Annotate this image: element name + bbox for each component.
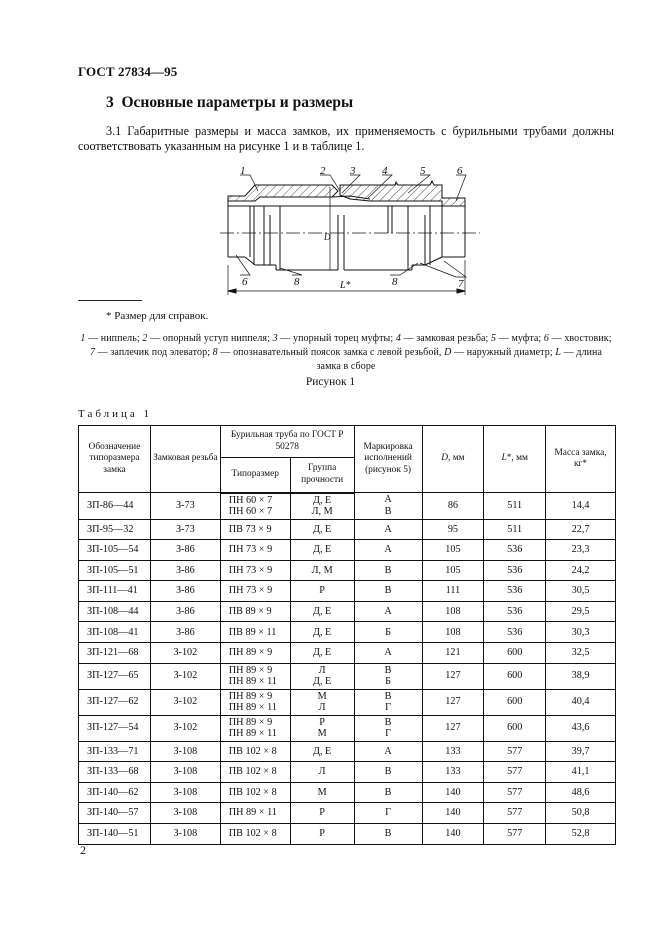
parameters-table xyxy=(78,425,616,845)
cell-marking-line: В xyxy=(384,786,392,798)
cell-designation: ЗП-140—51 xyxy=(79,824,151,845)
cell-thread: З-108 xyxy=(150,782,220,803)
legend-key: 7 xyxy=(89,347,96,358)
cell-marking-line: В xyxy=(384,505,392,517)
section-number: 3 xyxy=(106,94,114,111)
cell-l: 577 xyxy=(484,824,546,845)
cell-d: 133 xyxy=(422,762,484,783)
cell-thread: З-86 xyxy=(150,540,220,561)
cell-thread: З-102 xyxy=(150,643,220,664)
cell-strength-line: Л xyxy=(318,702,326,714)
cell-marking-line: Г xyxy=(385,807,391,819)
page-number: 2 xyxy=(80,843,86,857)
cell-pipe-size-line: ПН 89 × 11 xyxy=(228,676,277,688)
legend-key: D xyxy=(444,347,452,358)
cell-pipe-size-line: ПН 89 × 9 xyxy=(228,716,273,728)
cell-strength-line: Л xyxy=(318,664,326,676)
document-id: ГОСТ 27834—95 xyxy=(78,64,178,79)
tool-joint-drawing xyxy=(220,165,480,300)
cell-marking-line: А xyxy=(384,544,392,556)
cell-strength xyxy=(290,689,354,715)
callout-8-right: 8 xyxy=(392,276,398,288)
cell-pipe-size-line: ПН 89 × 11 xyxy=(228,728,277,740)
table-body xyxy=(79,493,616,845)
cell-marking xyxy=(354,560,422,581)
cell-pipe-size-line: ПВ 102 × 8 xyxy=(228,766,277,778)
legend-key: 3 xyxy=(272,333,278,344)
cell-pipe-size-line: ПН 73 × 9 xyxy=(228,585,273,597)
cell-pipe-size-line: ПВ 102 × 8 xyxy=(228,828,277,840)
cell-d: 108 xyxy=(422,622,484,643)
cell-l: 600 xyxy=(484,643,546,664)
cell-mass: 39,7 xyxy=(546,741,616,762)
table-row xyxy=(79,782,616,803)
cell-designation: ЗП-108—41 xyxy=(79,622,151,643)
cell-designation: ЗП-95—32 xyxy=(79,519,151,540)
cell-mass: 29,5 xyxy=(546,601,616,622)
cell-mass: 48,6 xyxy=(546,782,616,803)
cell-strength xyxy=(290,540,354,561)
legend-key: 5 xyxy=(491,333,497,344)
legend-text: — опознавательный поясок замка с левой резьбой, xyxy=(217,347,445,358)
cell-strength xyxy=(290,643,354,664)
table-row xyxy=(79,762,616,783)
cell-strength xyxy=(290,493,354,520)
cell-marking xyxy=(354,762,422,783)
cell-mass: 30,5 xyxy=(546,581,616,602)
cell-strength-line: М xyxy=(317,690,327,702)
cell-l: 536 xyxy=(484,622,546,643)
callout-6-bottom: 6 xyxy=(242,276,248,288)
callout-8-left: 8 xyxy=(294,276,300,288)
legend-key: L xyxy=(555,347,562,358)
cell-pipe-size-line: ПН 89 × 9 xyxy=(228,690,273,702)
cell-marking xyxy=(354,581,422,602)
cell-marking xyxy=(354,715,422,741)
cell-pipe-size-line: ПН 89 × 11 xyxy=(228,702,277,714)
dimension-l-label: L* xyxy=(340,280,351,291)
cell-l: 600 xyxy=(484,689,546,715)
cell-d: 121 xyxy=(422,643,484,664)
cell-mass: 40,4 xyxy=(546,689,616,715)
cell-strength-line: Р xyxy=(319,716,325,728)
cell-thread: З-108 xyxy=(150,762,220,783)
cell-thread: З-73 xyxy=(150,493,220,520)
legend-key: 6 xyxy=(543,333,550,344)
table-caption: Таблица 1 xyxy=(78,408,153,420)
cell-pipe-size-line: ПВ 89 × 11 xyxy=(228,626,277,638)
cell-marking-line: А xyxy=(384,523,392,535)
cell-pipe-size-line: ПН 73 × 9 xyxy=(228,564,273,576)
cell-thread: З-86 xyxy=(150,560,220,581)
legend-text: — муфта; xyxy=(496,333,544,344)
table-row xyxy=(79,741,616,762)
cell-pipe-size-line: ПН 60 × 7 xyxy=(228,494,273,506)
cell-strength xyxy=(290,560,354,581)
cell-l: 600 xyxy=(484,663,546,689)
figure-caption: Рисунок 1 xyxy=(305,376,356,388)
cell-strength-line: Д, Е xyxy=(313,626,332,638)
cell-l: 511 xyxy=(484,519,546,540)
cell-marking-line: В xyxy=(384,690,392,702)
table-row xyxy=(79,715,616,741)
cell-designation: ЗП-86—44 xyxy=(79,493,151,520)
cell-l: 536 xyxy=(484,540,546,561)
cell-pipe-size-line: ПН 60 × 7 xyxy=(228,506,273,517)
legend-key: 4 xyxy=(395,333,401,344)
cell-strength-line: Д, Е xyxy=(313,494,332,506)
cell-mass: 41,1 xyxy=(546,762,616,783)
cell-strength-line: Д, Е xyxy=(313,647,332,659)
legend-text: — опорный уступ ниппеля; xyxy=(147,333,273,344)
cell-designation: ЗП-111—41 xyxy=(79,581,151,602)
cell-thread: З-102 xyxy=(150,663,220,689)
cell-pipe-size-line: ПН 89 × 9 xyxy=(228,664,273,676)
cell-l: 600 xyxy=(484,715,546,741)
cell-marking xyxy=(354,741,422,762)
cell-designation: ЗП-105—51 xyxy=(79,560,151,581)
cell-d: 108 xyxy=(422,601,484,622)
legend-text: — хвостовик; xyxy=(549,333,612,344)
cell-mass: 23,3 xyxy=(546,540,616,561)
cell-l: 577 xyxy=(484,782,546,803)
table-row xyxy=(79,663,616,689)
header-thread: Замковая резьба xyxy=(150,426,220,493)
cell-designation: ЗП-121—68 xyxy=(79,643,151,664)
figure-legend xyxy=(78,332,614,374)
table-row xyxy=(79,581,616,602)
cell-mass: 14,4 xyxy=(546,493,616,520)
cell-thread: З-108 xyxy=(150,741,220,762)
cell-pipe-size xyxy=(220,803,290,824)
cell-marking-line: Г xyxy=(385,702,391,714)
cell-d: 95 xyxy=(422,519,484,540)
cell-l: 577 xyxy=(484,762,546,783)
cell-marking-line: В xyxy=(384,716,392,728)
table-row xyxy=(79,560,616,581)
drawing-body xyxy=(220,175,480,295)
cell-marking-line: Б xyxy=(385,626,391,638)
cell-mass: 22,7 xyxy=(546,519,616,540)
header-strength: Группа прочности xyxy=(290,458,354,493)
cell-strength xyxy=(290,803,354,824)
cell-d: 86 xyxy=(422,493,484,520)
cell-pipe-size xyxy=(220,601,290,622)
legend-text: — наружный диаметр; xyxy=(451,347,556,358)
cell-designation: ЗП-127—54 xyxy=(79,715,151,741)
cell-strength-line: Л, М xyxy=(311,564,333,576)
cell-d: 133 xyxy=(422,741,484,762)
cell-mass: 30,3 xyxy=(546,622,616,643)
table-row xyxy=(79,540,616,561)
cell-thread: З-102 xyxy=(150,715,220,741)
cell-l: 536 xyxy=(484,581,546,602)
cell-thread: З-86 xyxy=(150,622,220,643)
legend-text: — замковая резьба; xyxy=(400,333,492,344)
cell-pipe-size xyxy=(220,643,290,664)
legend-key: 8 xyxy=(212,347,218,358)
cell-marking-line: А xyxy=(384,605,392,617)
cell-strength-line: Л xyxy=(318,766,326,778)
callout-3: 3 xyxy=(350,165,356,177)
cell-marking-line: А xyxy=(384,647,392,659)
cell-pipe-size xyxy=(220,663,290,689)
cell-designation: ЗП-105—54 xyxy=(79,540,151,561)
cell-pipe-size xyxy=(220,581,290,602)
cell-pipe-size-line: ПВ 73 × 9 xyxy=(228,523,272,535)
footnote-rule xyxy=(78,300,142,301)
callout-4: 4 xyxy=(382,165,388,177)
cell-marking xyxy=(354,540,422,561)
cell-marking-line: А xyxy=(384,745,392,757)
cell-pipe-size xyxy=(220,824,290,845)
cell-marking-line: В xyxy=(384,766,392,778)
header-d: D, мм xyxy=(422,426,484,493)
cell-l: 577 xyxy=(484,741,546,762)
cell-strength xyxy=(290,622,354,643)
cell-strength xyxy=(290,782,354,803)
paragraph-3-1: 3.1 Габаритные размеры и масса замков, их применяемость с бурильными трубами должны соответствовать указанным на рисунке 1 и в таблице 1. xyxy=(78,124,614,153)
cell-d: 127 xyxy=(422,663,484,689)
cell-strength-line: М xyxy=(317,728,327,740)
cell-strength-line: Д, Е xyxy=(313,605,332,617)
cell-strength-line: Р xyxy=(319,828,325,840)
legend-text: — упорный торец муфты; xyxy=(277,333,396,344)
cell-thread: З-102 xyxy=(150,689,220,715)
cell-l: 577 xyxy=(484,803,546,824)
cell-marking-line: В xyxy=(384,828,392,840)
section-title-text: Основные параметры и размеры xyxy=(121,94,354,111)
footnote: * Размер для справок. xyxy=(106,310,209,322)
cell-pipe-size xyxy=(220,519,290,540)
cell-marking xyxy=(354,689,422,715)
table-row xyxy=(79,689,616,715)
cell-marking xyxy=(354,601,422,622)
cell-pipe-size xyxy=(220,689,290,715)
cell-marking xyxy=(354,643,422,664)
cell-strength xyxy=(290,663,354,689)
cell-designation: ЗП-108—44 xyxy=(79,601,151,622)
cell-pipe-size xyxy=(220,540,290,561)
header-pipe-group: Бурильная труба по ГОСТ Р 50278 xyxy=(220,426,354,458)
cell-strength-line: Д, Е xyxy=(313,745,332,757)
table-row xyxy=(79,824,616,845)
cell-strength xyxy=(290,824,354,845)
cell-marking xyxy=(354,493,422,520)
cell-designation: ЗП-140—62 xyxy=(79,782,151,803)
cell-designation: ЗП-127—65 xyxy=(79,663,151,689)
header-l: L*, мм xyxy=(484,426,546,493)
cell-designation: ЗП-133—71 xyxy=(79,741,151,762)
table-row xyxy=(79,803,616,824)
cell-strength-line: Д, Е xyxy=(313,676,332,688)
cell-strength xyxy=(290,715,354,741)
cell-strength xyxy=(290,762,354,783)
cell-d: 140 xyxy=(422,803,484,824)
cell-mass: 52,8 xyxy=(546,824,616,845)
cell-strength xyxy=(290,581,354,602)
cell-d: 127 xyxy=(422,715,484,741)
table-row xyxy=(79,622,616,643)
cell-strength-line: Р xyxy=(319,585,325,597)
cell-marking-line: В xyxy=(384,564,392,576)
cell-mass: 32,5 xyxy=(546,643,616,664)
legend-text: — длина замка в сборе xyxy=(316,347,603,372)
cell-marking-line: В xyxy=(384,585,392,597)
cell-strength xyxy=(290,741,354,762)
cell-thread: З-86 xyxy=(150,581,220,602)
cell-strength-line: Д, Е xyxy=(313,523,332,535)
callout-6-top: 6 xyxy=(457,165,463,177)
section-heading xyxy=(106,94,353,112)
cell-d: 105 xyxy=(422,540,484,561)
callout-1: 1 xyxy=(240,165,246,177)
cell-designation: ЗП-127—62 xyxy=(79,689,151,715)
cell-pipe-size xyxy=(220,782,290,803)
callout-7: 7 xyxy=(458,278,464,290)
legend-key: 1 xyxy=(80,333,86,344)
cell-strength-line: Р xyxy=(319,807,325,819)
cell-pipe-size-line: ПН 73 × 9 xyxy=(228,544,273,556)
cell-marking xyxy=(354,519,422,540)
legend-key: 2 xyxy=(142,333,148,344)
cell-strength xyxy=(290,519,354,540)
cell-pipe-size-line: ПВ 89 × 9 xyxy=(228,605,272,617)
legend-text: — ниппель; xyxy=(85,333,143,344)
cell-marking-line: В xyxy=(384,664,392,676)
cell-pipe-size xyxy=(220,741,290,762)
cell-l: 536 xyxy=(484,601,546,622)
cell-d: 140 xyxy=(422,824,484,845)
cell-strength-line: М xyxy=(317,786,327,798)
cell-strength xyxy=(290,601,354,622)
cell-pipe-size xyxy=(220,715,290,741)
header-pipe-size: Типоразмер xyxy=(220,458,290,493)
header-marking: Маркировка исполнений (рисунок 5) xyxy=(354,426,422,493)
cell-marking-line: Б xyxy=(385,676,391,688)
cell-marking xyxy=(354,663,422,689)
header-mass: Масса замка, кг* xyxy=(546,426,616,493)
cell-l: 511 xyxy=(484,493,546,520)
cell-thread: З-108 xyxy=(150,824,220,845)
cell-mass: 50,8 xyxy=(546,803,616,824)
cell-pipe-size xyxy=(220,493,290,520)
cell-marking xyxy=(354,803,422,824)
cell-designation: ЗП-133—68 xyxy=(79,762,151,783)
cell-d: 111 xyxy=(422,581,484,602)
table-row xyxy=(79,493,616,520)
cell-mass: 43,6 xyxy=(546,715,616,741)
cell-pipe-size xyxy=(220,622,290,643)
cell-marking-line: Г xyxy=(385,728,391,740)
callout-5: 5 xyxy=(420,165,426,177)
cell-marking-line: А xyxy=(384,494,392,506)
cell-d: 140 xyxy=(422,782,484,803)
cell-marking xyxy=(354,782,422,803)
cell-thread: З-108 xyxy=(150,803,220,824)
cell-l: 536 xyxy=(484,560,546,581)
table-row xyxy=(79,643,616,664)
cell-pipe-size-line: ПВ 102 × 8 xyxy=(228,745,277,757)
dimension-d-label: D xyxy=(324,232,331,242)
cell-pipe-size-line: ПВ 102 × 8 xyxy=(228,786,277,798)
cell-thread: З-86 xyxy=(150,601,220,622)
callout-2: 2 xyxy=(320,165,326,177)
cell-pipe-size-line: ПН 89 × 9 xyxy=(228,647,273,659)
table-row xyxy=(79,601,616,622)
cell-designation: ЗП-140—57 xyxy=(79,803,151,824)
legend-text: — заплечик под элеватор; xyxy=(95,347,213,358)
cell-marking xyxy=(354,824,422,845)
cell-mass: 38,9 xyxy=(546,663,616,689)
cell-mass: 24,2 xyxy=(546,560,616,581)
cell-strength-line: Л, М xyxy=(311,506,333,517)
cell-pipe-size xyxy=(220,762,290,783)
cell-pipe-size-line: ПН 89 × 11 xyxy=(228,807,277,819)
table-row xyxy=(79,519,616,540)
cell-thread: З-73 xyxy=(150,519,220,540)
cell-d: 105 xyxy=(422,560,484,581)
cell-marking xyxy=(354,622,422,643)
cell-d: 127 xyxy=(422,689,484,715)
cell-pipe-size xyxy=(220,560,290,581)
header-designation: Обозначение типоразмера замка xyxy=(79,426,151,493)
cell-strength-line: Д, Е xyxy=(313,544,332,556)
